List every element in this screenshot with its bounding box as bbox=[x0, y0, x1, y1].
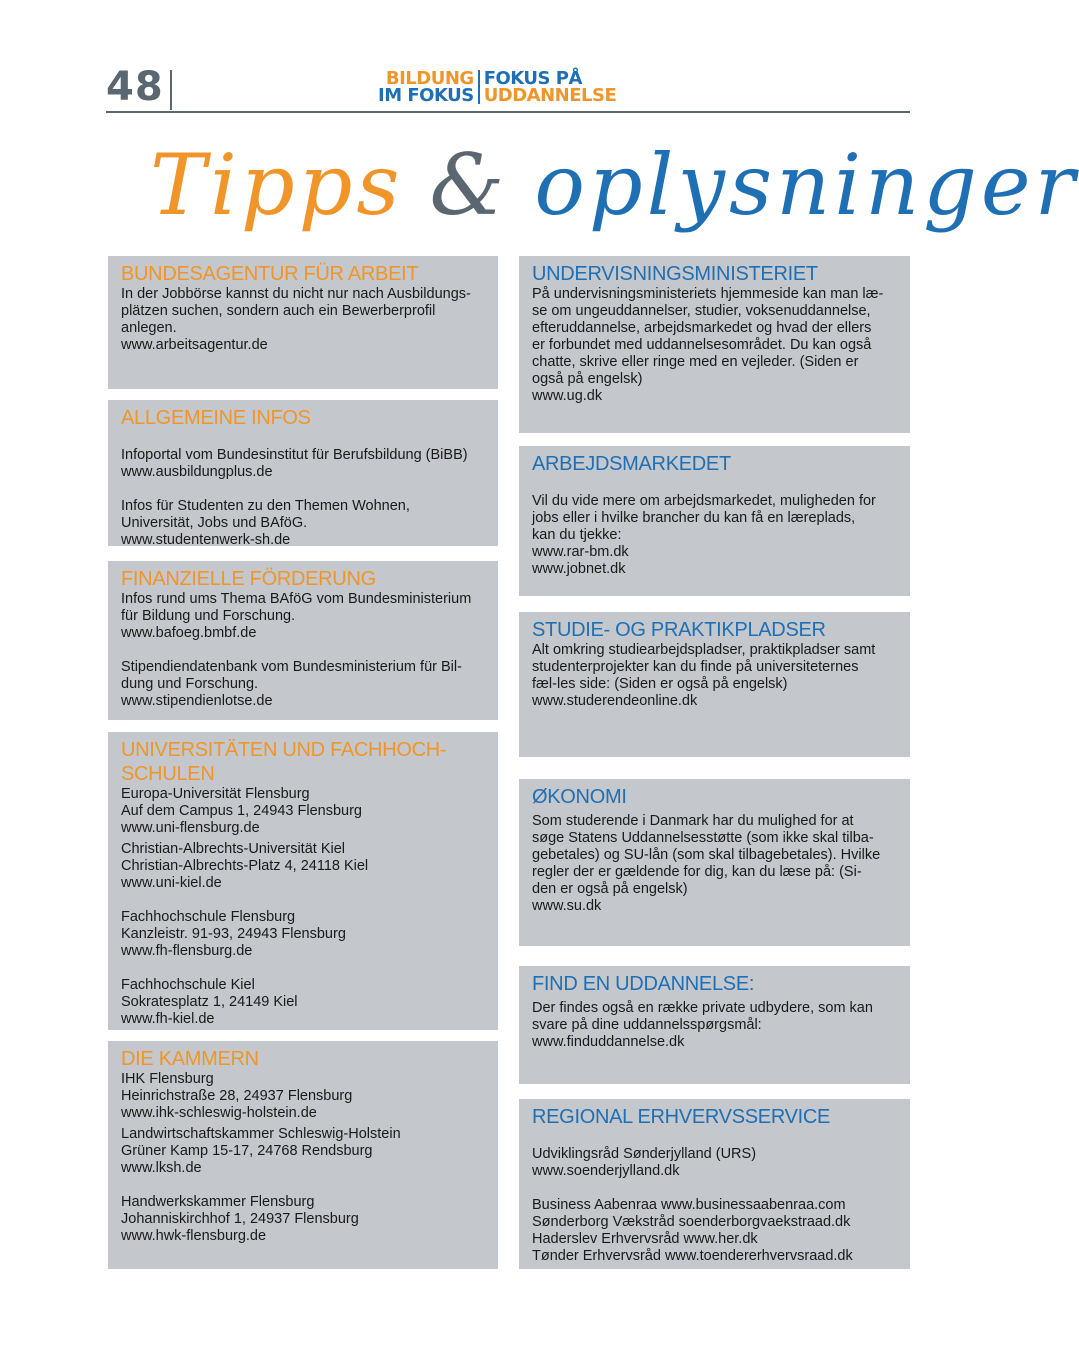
info-box-die-kammern bbox=[108, 1041, 498, 1269]
box-heading: FIND EN UDDANNELSE: bbox=[532, 973, 755, 995]
box-text: Fachhochschule Kiel Sokratesplatz 1, 24149 Kiel www.fh-kiel.de bbox=[121, 977, 298, 1027]
header-rule bbox=[106, 111, 910, 113]
title-ampersand: & bbox=[429, 136, 509, 234]
brand-dk-line2: UDDANNELSE bbox=[483, 85, 617, 106]
box-text: Landwirtschaftskammer Schleswig-Holstein Grüner Kamp 15-17, 24768 Rendsburg www.lksh.de bbox=[121, 1126, 401, 1176]
title-part-tipps: Tipps bbox=[150, 136, 404, 234]
box-text: Infos rund ums Thema BAföG vom Bundesministerium für Bildung und Forschung. www.bafoeg.bmbf.de bbox=[121, 591, 472, 641]
box-text: Som studerende i Danmark har du mulighed for at søge Statens Uddannelsesstøtte (som ikke skal tilba- gebetales) og SU-lån (som skal tilbagebetales). Hvilke regler der er gældende for dig, kan du læse på: (Si- den er også på engelsk) www.su.dk bbox=[532, 813, 881, 914]
page-title bbox=[150, 130, 1079, 240]
title-part-oplysninger: oplysninger bbox=[534, 136, 1079, 234]
info-box-allgemeine-infos bbox=[108, 400, 498, 546]
info-box-universitaeten bbox=[108, 732, 498, 1030]
box-text: På undervisningsministeriets hjemmeside kan man læ- se om ungeuddannelser, studier, voksenuddannelse, efteruddannelse, arbejdsmarkedet og hvad der ellers er forbundet med uddannelsesområdet. Du kan også chatte, skrive eller ringe med en vejleder. (Siden er også på engelsk) www.ug.dk bbox=[532, 286, 884, 404]
info-box-bundesagentur bbox=[108, 256, 498, 389]
box-text: Handwerkskammer Flensburg Johanniskirchhof 1, 24937 Flensburg www.hwk-flensburg.de bbox=[121, 1194, 359, 1244]
box-heading: BUNDESAGENTUR FÜR ARBEIT bbox=[121, 263, 419, 285]
info-box-arbejdsmarkedet bbox=[519, 446, 910, 596]
brand-logo bbox=[378, 70, 616, 104]
brand-dk-line1: FOKUS PÅ bbox=[483, 68, 582, 89]
box-text: Vil du vide mere om arbejdsmarkedet, muligheden for jobs eller i hvilke brancher du kan få en læreplads, kan du tjekke: www.rar-bm.dk www.jobnet.dk bbox=[532, 493, 876, 577]
info-box-find-en-uddannelse bbox=[519, 966, 910, 1084]
box-heading: ALLGEMEINE INFOS bbox=[121, 407, 311, 429]
info-box-oekonomi bbox=[519, 779, 910, 946]
box-heading: FINANZIELLE FÖRDERUNG bbox=[121, 568, 376, 590]
info-box-undervisningsministeriet bbox=[519, 256, 910, 433]
brand-de-line1: BILDUNG bbox=[385, 68, 474, 89]
box-text: Infos für Studenten zu den Themen Wohnen, Universität, Jobs und BAföG. www.studentenwerk-sh.de bbox=[121, 498, 410, 548]
box-text: Fachhochschule Flensburg Kanzleistr. 91-93, 24943 Flensburg www.fh-flensburg.de bbox=[121, 909, 346, 959]
box-heading: ØKONOMI bbox=[532, 786, 627, 808]
box-text: Stipendiendatenbank vom Bundesministerium für Bil- dung und Forschung. www.stipendienlotse.de bbox=[121, 659, 462, 709]
box-text: Europa-Universität Flensburg Auf dem Campus 1, 24943 Flensburg www.uni-flensburg.de bbox=[121, 786, 362, 836]
box-text: Udviklingsråd Sønderjylland (URS) www.soenderjylland.dk bbox=[532, 1146, 757, 1179]
box-text: Christian-Albrechts-Universität Kiel Christian-Albrechts-Platz 4, 24118 Kiel www.uni-kiel.de bbox=[121, 841, 369, 891]
box-heading: STUDIE- OG PRAKTIKPLADSER bbox=[532, 619, 826, 641]
box-text: Der findes også en række private udbydere, som kan svare på dine uddannelsspørgsmål: www.finduddannelse.dk bbox=[532, 1000, 873, 1050]
box-text: Alt omkring studiearbejdspladser, praktikpladser samt studenterprojekter kan du finde på universiteternes fæl-les side: (Siden er også på engelsk) www.studerendeonline.dk bbox=[532, 642, 876, 709]
info-box-studie-og-praktikpladser bbox=[519, 612, 910, 757]
box-heading: DIE KAMMERN bbox=[121, 1048, 259, 1070]
box-text: In der Jobbörse kannst du nicht nur nach Ausbildungs- plätzen suchen, sondern auch ein Bewerberprofil anlegen. www.arbeitsagentur.de bbox=[121, 286, 471, 353]
page-number: 48 bbox=[106, 64, 164, 110]
box-heading: UNIVERSITÄTEN UND FACHHOCH- SCHULEN bbox=[121, 739, 447, 785]
brand-de-line2: IM FOKUS bbox=[378, 85, 474, 106]
box-heading: UNDERVISNINGSMINISTERIET bbox=[532, 263, 818, 285]
box-text: Infoportal vom Bundesinstitut für Berufsbildung (BiBB) www.ausbildungplus.de bbox=[121, 447, 468, 480]
info-box-finanzielle-foerderung bbox=[108, 561, 498, 720]
box-text: IHK Flensburg Heinrichstraße 28, 24937 Flensburg www.ihk-schleswig-holstein.de bbox=[121, 1071, 353, 1121]
box-heading: ARBEJDSMARKEDET bbox=[532, 453, 731, 475]
info-box-regional-erhvervsservice bbox=[519, 1099, 910, 1269]
box-text: Business Aabenraa www.businessaabenraa.com Sønderborg Vækstråd soenderborgvaekstraad.dk Haderslev Erhvervsråd www.her.dk Tønder Erhvervsråd www.toendererhvervsraad.dk bbox=[532, 1197, 853, 1264]
box-heading: REGIONAL ERHVERVSSERVICE bbox=[532, 1106, 831, 1128]
page-number-divider bbox=[170, 70, 172, 110]
brand-divider bbox=[478, 70, 480, 104]
